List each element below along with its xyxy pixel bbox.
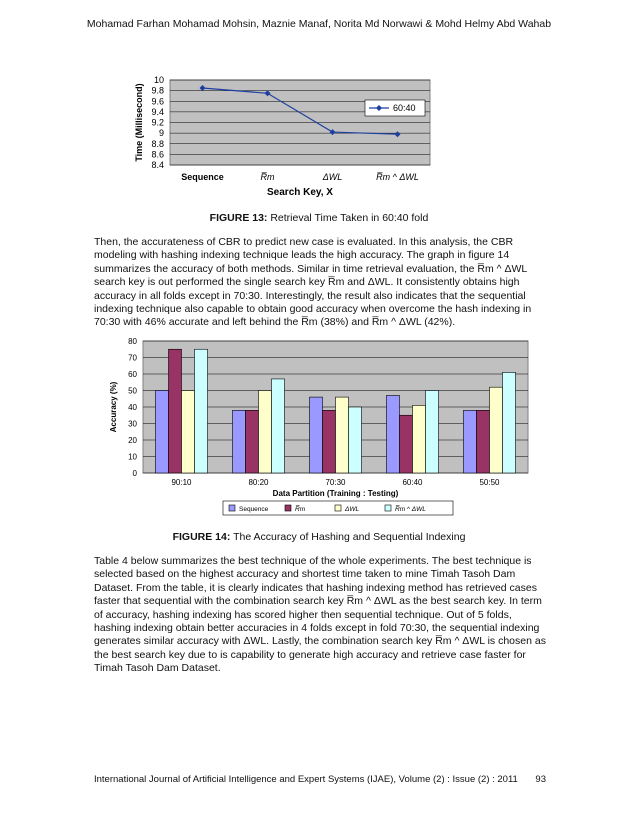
bar (272, 379, 285, 473)
y-tick-label: 20 (128, 436, 137, 445)
bar (387, 395, 400, 473)
x-tick-label: ΔWL (322, 172, 343, 182)
y-tick-label: 9.2 (151, 117, 164, 128)
bar (323, 410, 336, 473)
x-tick-label: 80:20 (248, 478, 269, 487)
y-tick-label: 60 (128, 370, 137, 379)
paragraph-1 (94, 236, 546, 330)
paragraph-1-line: modeling with hashing indexing technique leads the high accuracy. The graph in figure 14 (94, 249, 510, 262)
bar (195, 349, 208, 473)
bar (169, 349, 182, 473)
paragraph-1-line: search key is out performed the single search key R̅m and ΔWL. It consistently obtains high (94, 276, 520, 289)
paragraph-2 (94, 555, 546, 676)
bar (490, 387, 503, 473)
page-header: Mohamad Farhan Mohamad Mohsin, Maznie Manaf, Norita Md Norwawi & Mohd Helmy Abd Wahab (86, 18, 552, 30)
figure-13-caption-label: FIGURE 13: (209, 212, 268, 224)
page-number: 93 (535, 774, 546, 785)
bar (464, 410, 477, 473)
legend-label: ΔWL (345, 506, 360, 513)
paragraph-1-line: indexing technique also capable to obtain good accuracy when overcome the hash indexing in (94, 303, 532, 316)
y-tick-label: 0 (132, 469, 137, 478)
legend-label: R̅m (295, 506, 306, 513)
x-tick-label: 70:30 (325, 478, 346, 487)
bar (426, 391, 439, 474)
y-tick-label: 80 (128, 337, 137, 346)
bar (233, 410, 246, 473)
y-tick-label: 8.8 (151, 138, 164, 149)
y-tick-label: 9.4 (151, 106, 164, 117)
bar (310, 397, 323, 473)
y-tick-label: 10 (153, 75, 164, 85)
figure-13-caption-text: Retrieval Time Taken in 60:40 fold (267, 212, 429, 224)
figure-13-line-chart (130, 70, 530, 205)
figure-14-caption (0, 531, 638, 543)
paragraph-2-line: the best search key due to is capability to generate high accuracy and retrieve case faster for (94, 648, 526, 661)
figure-13-caption (0, 212, 638, 224)
bar (503, 372, 516, 473)
paragraph-1-line: 70:30 with 46% accurate and left behind the R̅m (38%) and R̅m ^ ΔWL (42%). (94, 316, 456, 329)
y-tick-label: 9.6 (151, 96, 164, 107)
y-tick-label: 8.6 (151, 149, 164, 160)
figure-14-caption-text: The Accuracy of Hashing and Sequential Indexing (230, 531, 466, 543)
paragraph-2-line: Timah Tasoh Dam Dataset. (94, 662, 221, 675)
bar (156, 391, 169, 474)
paragraph-2-line: generates similar accuracy with ΔWL. Lastly, the combination search key R̅m ^ ΔWL is chosen as (94, 635, 546, 648)
bar (246, 410, 259, 473)
x-axis-label: Search Key, X (267, 187, 333, 198)
figure-14-bar-chart (98, 333, 538, 523)
bar (336, 397, 349, 473)
y-tick-label: 8.4 (151, 160, 164, 170)
x-tick-label: 60:40 (402, 478, 423, 487)
paragraph-2-line: selected based on the highest accuracy and shortest time taken to mine Timah Tasoh Dam (94, 568, 516, 581)
y-tick-label: 70 (128, 353, 137, 363)
x-tick-label: 50:50 (479, 478, 500, 487)
x-tick-label: R̅m (260, 172, 275, 182)
x-tick-label: 90:10 (171, 478, 192, 487)
y-axis-label: Time (Millisecond) (134, 83, 144, 162)
bar (477, 410, 490, 473)
legend-label: Sequence (239, 506, 269, 513)
legend-swatch (285, 505, 291, 511)
paragraph-2-line: faster that sequential with the combination search key R̅m ^ ΔWL as the best search key. In term (94, 595, 542, 608)
legend-swatch (229, 505, 235, 511)
bar (400, 415, 413, 473)
footer-journal: International Journal of Artificial Intelligence and Expert Systems (IJAE), Volume (2) : Issue (2) : 2011 (94, 774, 518, 785)
paragraph-1-line: accuracy in all folds except in 70:30. Interestingly, the result also indicates that the sequential (94, 289, 526, 302)
paragraph-2-line: hashing indexing obtain better accuracies in 4 folds except in fold 70:30, the sequential indexing (94, 622, 540, 635)
paragraph-2-line: Dataset. From the table, it is clearly indicates that hashing indexing method has retrieved cases (94, 581, 537, 594)
legend-swatch (385, 505, 391, 511)
y-tick-label: 9.8 (151, 85, 164, 96)
bar (349, 407, 362, 473)
legend-swatch (335, 505, 341, 511)
legend-label: R̅m ^ ΔWL (395, 506, 426, 513)
y-tick-label: 30 (128, 419, 137, 429)
x-tick-label: Sequence (181, 172, 224, 182)
paragraph-1-line: summarizes the accuracy of both methods. Similar in time retrieval evaluation, the R̅m ^ ΔWL (94, 262, 528, 275)
bar (259, 391, 272, 474)
x-axis-label: Data Partition (Training : Testing) (272, 489, 399, 498)
paragraph-1-line: Then, the accurateness of CBR to predict new case is evaluated. In this analysis, the CBR (94, 236, 514, 248)
y-tick-label: 50 (128, 386, 137, 396)
y-axis-label: Accuracy (%) (109, 381, 118, 433)
figure-14-caption-label: FIGURE 14: (172, 531, 231, 543)
page-footer (94, 774, 546, 785)
x-tick-label: R̅m ^ ΔWL (376, 172, 419, 182)
paragraph-2-line: of accuracy, hashing indexing has scored higher then sequential technique. Out of 5 folds, (94, 608, 512, 621)
bar (182, 391, 195, 474)
y-tick-label: 9 (158, 128, 164, 139)
y-tick-label: 40 (128, 403, 137, 412)
legend-label: 60:40 (393, 103, 416, 113)
bar (413, 405, 426, 473)
y-tick-label: 10 (128, 452, 137, 462)
paragraph-2-line: Table 4 below summarizes the best technique of the whole experiments. The best technique is (94, 555, 532, 567)
